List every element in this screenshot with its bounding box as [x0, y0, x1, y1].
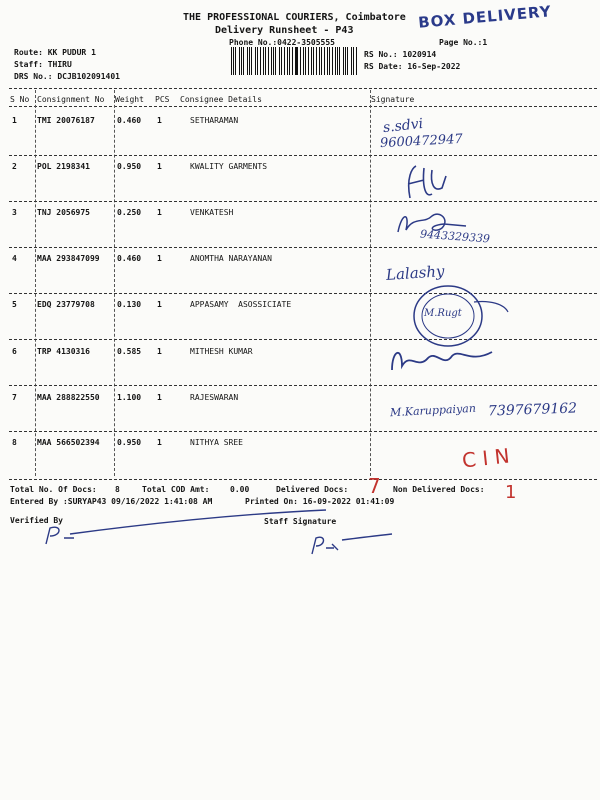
row-weight: 1.100	[117, 393, 142, 402]
row-weight: 0.130	[117, 300, 142, 309]
row-weight: 0.460	[117, 254, 142, 263]
row-divider	[9, 431, 597, 432]
divider-header	[9, 106, 597, 107]
divider-bottom	[9, 479, 597, 480]
non-delivered-label: Non Delivered Docs:	[393, 485, 485, 494]
row-sno: 5	[12, 300, 17, 309]
signature-row2	[402, 158, 462, 208]
barcode-bar	[257, 47, 258, 75]
row-sno: 4	[12, 254, 17, 263]
col-header-consignee: Consignee Details	[180, 95, 262, 104]
row-consignment: EDQ 23779708	[37, 300, 95, 309]
page-number: Page No.:1	[439, 38, 488, 47]
row-divider	[9, 201, 597, 202]
row-weight: 0.950	[117, 438, 142, 447]
row-consignment: TNJ 2056975	[37, 208, 90, 217]
rs-number: RS No.: 1020914	[364, 50, 437, 59]
col-header-weight: Weight	[115, 95, 144, 104]
handwritten-phone-row7: 7397679162	[487, 400, 578, 420]
barcode-bar	[243, 47, 244, 75]
col-header-consignment: Consignment No	[37, 95, 105, 104]
signature-row6	[388, 340, 498, 376]
row-divider	[9, 247, 597, 248]
delivered-label: Delivered Docs:	[276, 485, 349, 494]
barcode-bar	[351, 47, 352, 75]
delivered-count-handwritten: 7	[368, 474, 381, 498]
row-sno: 6	[12, 347, 17, 356]
box-delivery-stamp: BOX DELIVERY	[417, 2, 553, 32]
drs-number: DRS No.: DCJB102091401	[14, 72, 120, 81]
row-consignee: RAJESWARAN	[190, 393, 239, 402]
barcode-bar	[268, 47, 269, 75]
total-docs-label: Total No. Of Docs:	[10, 485, 97, 494]
row-pcs: 1	[157, 347, 162, 356]
row-sno: 2	[12, 162, 17, 171]
row-sno: 3	[12, 208, 17, 217]
phone-number: Phone No.:0422-3505555	[229, 38, 335, 47]
entered-by: Entered By :SURYAP43 09/16/2022 1:41:08 AM	[10, 497, 213, 506]
col-header-sno: S No	[10, 95, 30, 104]
row-consignee: MITHESH KUMAR	[190, 347, 253, 356]
handwritten-name-row7: M.Karuppaiyan	[389, 401, 477, 420]
row-pcs: 1	[157, 116, 162, 125]
barcode-bar	[296, 47, 297, 75]
row-consignment: MAA 288822550	[37, 393, 100, 402]
row-consignment: MAA 566502394	[37, 438, 100, 447]
row-consignee: VENKATESH	[190, 208, 234, 217]
row-weight: 0.250	[117, 208, 142, 217]
row-consignee: SETHARAMAN	[190, 116, 239, 125]
handwritten-phone-row3: 9443329339	[419, 227, 491, 246]
barcode-bar	[313, 47, 314, 75]
col-header-signature: Signature	[371, 95, 415, 104]
row-weight: 0.460	[117, 116, 142, 125]
row-weight: 0.585	[117, 347, 142, 356]
row-pcs: 1	[157, 393, 162, 402]
row-sno: 7	[12, 393, 17, 402]
route-label: Route: KK PUDUR 1	[14, 48, 96, 57]
rs-date: RS Date: 16-Sep-2022	[364, 62, 461, 71]
divider-top	[9, 88, 597, 89]
total-cod-label: Total COD Amt:	[142, 485, 210, 494]
row-consignment: TRP 4130316	[37, 347, 90, 356]
row-pcs: 1	[157, 300, 162, 309]
handwritten-name-row4: Lalashy	[385, 261, 446, 285]
row-pcs: 1	[157, 254, 162, 263]
barcode-bar	[289, 47, 290, 75]
handwritten-name-row1: s.sdvi	[382, 115, 424, 137]
row-pcs: 1	[157, 438, 162, 447]
column-line	[114, 90, 115, 476]
row-sno: 8	[12, 438, 17, 447]
total-cod-value: 0.00	[230, 485, 250, 494]
company-title: THE PROFESSIONAL COURIERS, Coimbatore	[183, 12, 406, 23]
barcode-bar	[311, 47, 312, 75]
row-weight: 0.950	[117, 162, 142, 171]
handwritten-phone-row1: 9600472947	[379, 131, 464, 152]
barcode-bar	[347, 47, 348, 75]
barcode-bar	[279, 47, 280, 75]
row-consignee: APPASAMY ASOSSICIATE	[190, 300, 292, 309]
row-consignee: ANOMTHA NARAYANAN	[190, 254, 272, 263]
row-consignment: TMI 20076187	[37, 116, 95, 125]
column-line	[370, 90, 371, 476]
verified-by-label: Verified By	[10, 516, 63, 525]
printed-on: Printed On: 16-09-2022 01:41:09	[245, 497, 395, 506]
non-delivered-count-handwritten: 1	[505, 482, 517, 503]
seal-text: M.Rugt	[424, 308, 462, 319]
staff-signature	[308, 528, 398, 558]
row-divider	[9, 155, 597, 156]
handwritten-cin: C I N	[460, 443, 511, 473]
row-consignment: MAA 293847099	[37, 254, 100, 263]
barcode-bar	[251, 47, 252, 75]
staff-signature-label: Staff Signature	[264, 517, 337, 526]
barcode-bar	[231, 47, 232, 75]
barcode-bar	[343, 47, 344, 75]
row-pcs: 1	[157, 208, 162, 217]
barcode-bar	[321, 47, 322, 75]
verified-by-signature	[40, 508, 340, 548]
barcode-bar	[335, 47, 336, 75]
row-sno: 1	[12, 116, 17, 125]
col-header-pcs: PCS	[155, 95, 170, 104]
row-pcs: 1	[157, 162, 162, 171]
barcode	[231, 47, 359, 75]
staff-label: Staff: THIRU	[14, 60, 72, 69]
barcode-bar	[303, 47, 304, 75]
runsheet-title: Delivery Runsheet - P43	[215, 25, 354, 36]
total-docs-value: 8	[115, 485, 120, 494]
row-divider	[9, 385, 597, 386]
row-consignee: NITHYA SREE	[190, 438, 243, 447]
column-line	[35, 90, 36, 476]
barcode-bar	[281, 47, 282, 75]
barcode-bar	[265, 47, 266, 75]
barcode-bar	[327, 47, 328, 75]
row-consignee: KWALITY GARMENTS	[190, 162, 268, 171]
barcode-bar	[239, 47, 240, 75]
row-consignment: POL 2198341	[37, 162, 90, 171]
